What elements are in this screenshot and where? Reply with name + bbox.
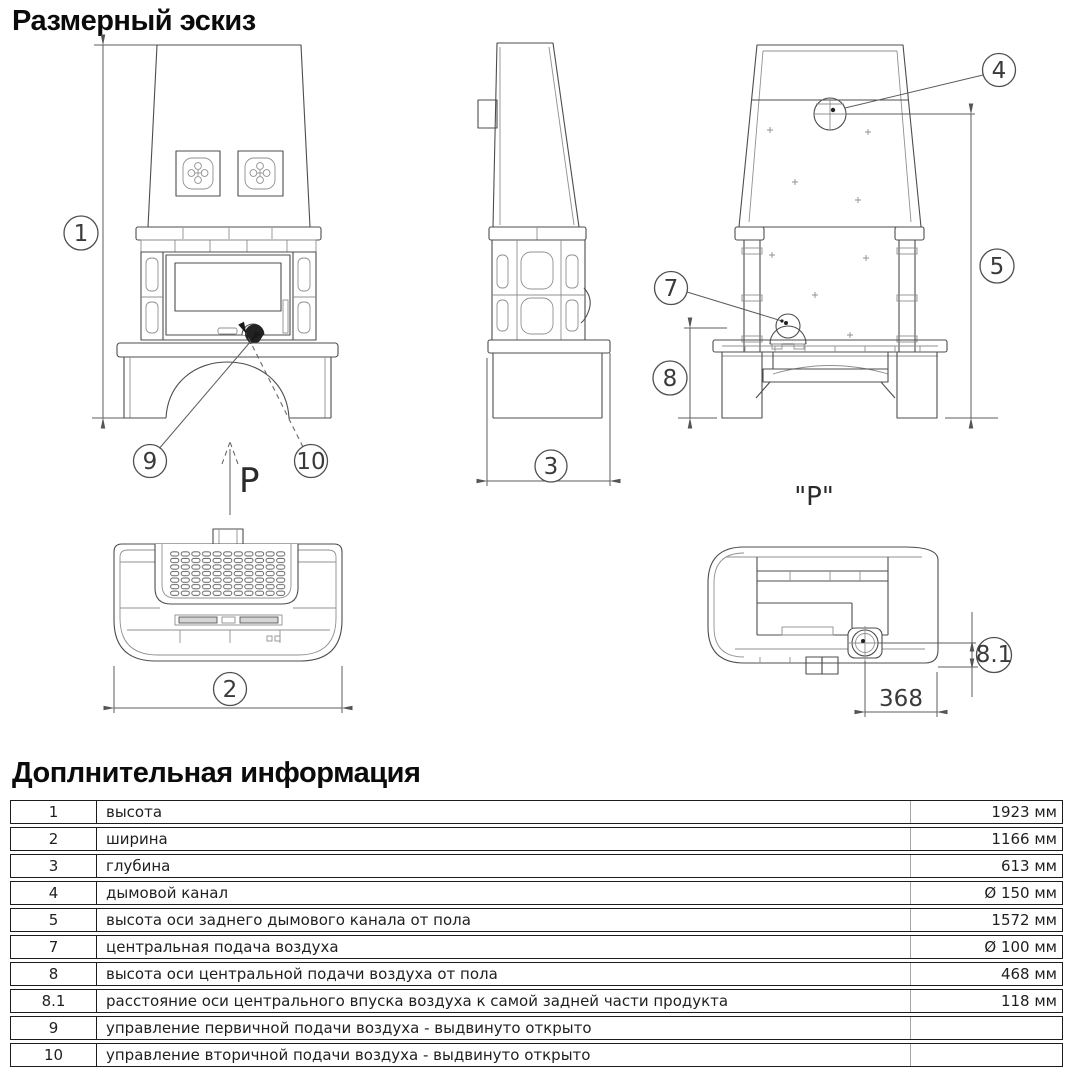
bottom-view	[708, 547, 1012, 717]
callout-4-label: 4	[991, 58, 1007, 84]
hood-front	[148, 45, 310, 227]
back-columns	[735, 227, 924, 352]
row-desc: высота	[106, 803, 163, 821]
smoke-outlet	[814, 98, 846, 130]
table-row	[10, 962, 1063, 986]
table-row	[10, 854, 1063, 878]
row-num: 3	[11, 855, 97, 877]
row-value	[910, 1044, 1062, 1066]
hood-side	[493, 43, 579, 227]
callout-2-label: 2	[222, 677, 238, 703]
row-num: 7	[11, 936, 97, 958]
row-num: 10	[11, 1044, 97, 1066]
door-glass	[175, 263, 281, 311]
bottom-intake	[848, 626, 882, 661]
firebox	[141, 252, 316, 344]
fastener-marks	[767, 127, 871, 338]
row-desc: дымовой канал	[106, 884, 229, 902]
callout-10-label: 10	[296, 449, 326, 475]
side-view	[478, 43, 610, 486]
row-value: 468 мм	[910, 963, 1062, 985]
row-value: Ø 150 мм	[910, 882, 1062, 904]
callout-8-1-label: 8.1	[975, 642, 1013, 668]
row-desc: управление первичной подачи воздуха - выдвинуто открыто	[106, 1019, 592, 1037]
row-value: 118 мм	[910, 990, 1062, 1012]
base-front	[117, 343, 338, 418]
tile-section-side	[492, 240, 590, 340]
dimension-flue-height	[846, 114, 998, 418]
top-tab	[213, 529, 243, 544]
row-desc: центральная подача воздуха	[106, 938, 339, 956]
dim-368-label: 368	[879, 686, 923, 712]
row-num: 9	[11, 1017, 97, 1039]
row-num: 8.1	[11, 990, 97, 1012]
table-row	[10, 908, 1063, 932]
top-vents	[175, 615, 282, 625]
callout-7-label: 7	[663, 276, 679, 302]
row-value: 1166 мм	[910, 828, 1062, 850]
front-view	[64, 45, 338, 515]
p-direction-arrow	[222, 442, 260, 515]
grille-housing	[155, 544, 298, 604]
table-row	[10, 800, 1063, 824]
row-value: Ø 100 мм	[910, 936, 1062, 958]
leader-10	[246, 333, 303, 447]
callout-3-label: 3	[543, 454, 559, 480]
info-heading: Доплнительная информация	[12, 757, 421, 789]
table-row	[10, 1043, 1063, 1067]
top-view	[114, 529, 342, 713]
table-row	[10, 827, 1063, 851]
dimension-intake-offset	[878, 612, 978, 697]
hood-back	[739, 45, 921, 227]
callout-5-label: 5	[989, 254, 1005, 280]
table-row	[10, 1016, 1063, 1040]
row-num: 8	[11, 963, 97, 985]
p-view-label: "P"	[794, 482, 834, 512]
table-row	[10, 935, 1063, 959]
row-desc: управление вторичной подачи воздуха - выдвинуто открыто	[106, 1046, 591, 1064]
door-frame	[166, 255, 290, 335]
back-view	[653, 45, 1016, 512]
row-value: 1923 мм	[910, 801, 1062, 823]
leader-4	[845, 75, 983, 108]
grille-slots	[170, 551, 286, 597]
row-num: 1	[11, 801, 97, 823]
row-value	[910, 1017, 1062, 1039]
row-num: 5	[11, 909, 97, 931]
dimension-368	[865, 661, 937, 717]
table-row	[10, 989, 1063, 1013]
row-desc: расстояние оси центрального впуска воздуха к самой задней части продукта	[106, 992, 729, 1010]
base-back	[713, 340, 947, 418]
table-row	[10, 881, 1063, 905]
row-desc: высота оси заднего дымового канала от пола	[106, 911, 471, 929]
callout-8-label: 8	[662, 366, 678, 392]
p-arrow-label: P	[239, 461, 260, 501]
mantel-shelf	[136, 227, 321, 252]
row-desc: высота оси центральной подачи воздуха от пола	[106, 965, 498, 983]
handle-side	[581, 288, 590, 323]
leader-7	[687, 292, 782, 321]
callout-9-label: 9	[142, 449, 158, 475]
row-desc: глубина	[106, 857, 171, 875]
flue-stub	[478, 100, 497, 128]
decor-tile-left	[176, 151, 220, 196]
row-value: 1572 мм	[910, 909, 1062, 931]
row-value: 613 мм	[910, 855, 1062, 877]
base-side	[493, 353, 602, 418]
info-table	[10, 800, 1063, 1070]
row-num: 2	[11, 828, 97, 850]
air-slider	[218, 328, 237, 334]
page-title: Размерный эскиз	[12, 5, 256, 37]
callout-1-label: 1	[73, 221, 89, 247]
decor-tile-right	[238, 151, 283, 196]
row-desc: ширина	[106, 830, 168, 848]
row-num: 4	[11, 882, 97, 904]
